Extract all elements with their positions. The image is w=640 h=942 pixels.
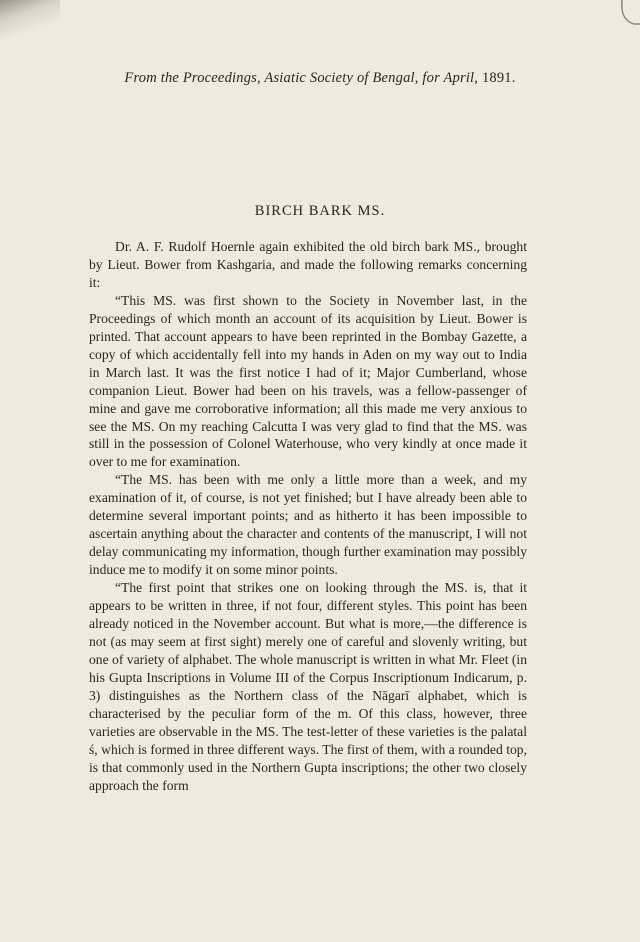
paragraph: “The MS. has been with me only a little more than a week, and my examination of it, of course, is not yet finished; but I have already been able to determine several important points; and as hitherto it has been impossible to ascertain anything about the character and contents of the manuscript, I will not delay communicating my information, though further examination may possibly induce me to modify it on some minor points. <box>89 472 527 578</box>
paragraph: Dr. A. F. Rudolf Hoernle again exhibited the old birch bark MS., brought by Lieut. Bower from Kashgaria, and made the following remarks concerning it: <box>89 239 527 290</box>
page-corner-curl <box>600 0 640 36</box>
source-header-year: 1891. <box>478 70 516 86</box>
paragraph: “This MS. was first shown to the Society in November last, in the Proceedings of which month an account of its acquisition by Lieut. Bower is printed. That account appears to have been reprinted in the Bombay Gazette, a copy of which accidentally fell into my hands in Aden on my way out to India in March last. It was the first notice I had of it; Major Cumberland, whose companion Lieut. Bower had been on his travels, was a fellow-passenger of mine and gave me corroborative information; all this made me very anxious to see the MS. On my reaching Calcutta I was very glad to find that the MS. was still in the possession of Colonel Waterhouse, who very kindly at once made it over to me for examination. <box>89 292 527 470</box>
source-header-italic: From the Proceedings, Asiatic Society of Bengal, for April, <box>124 70 479 86</box>
article-body <box>89 238 527 795</box>
page-corner-shadow <box>0 0 60 40</box>
source-header <box>0 70 640 87</box>
article-title: BIRCH BARK MS. <box>254 203 386 219</box>
paragraph: “The first point that strikes one on looking through the MS. is, that it appears to be written in three, if not four, different styles. This point has been already noticed in the November account. But what is more,—the difference is not (as may seem at first sight) merely one of careful and slovenly writing, but one of variety of alphabet. The whole manuscript is written in what Mr. Fleet (in his Gupta Inscriptions in Volume III of the Corpus Inscriptionum Indicarum, p. 3) distinguishes as the Northern class of the Nāgarī alphabet, which is characterised by the peculiar form of the m. Of this class, however, three varieties are observable in the MS. The test-letter of these varieties is the palatal ś, which is formed in three different ways. The first of them, with a rounded top, is that commonly used in the Northern Gupta inscriptions; the other two closely approach the form <box>89 580 527 793</box>
